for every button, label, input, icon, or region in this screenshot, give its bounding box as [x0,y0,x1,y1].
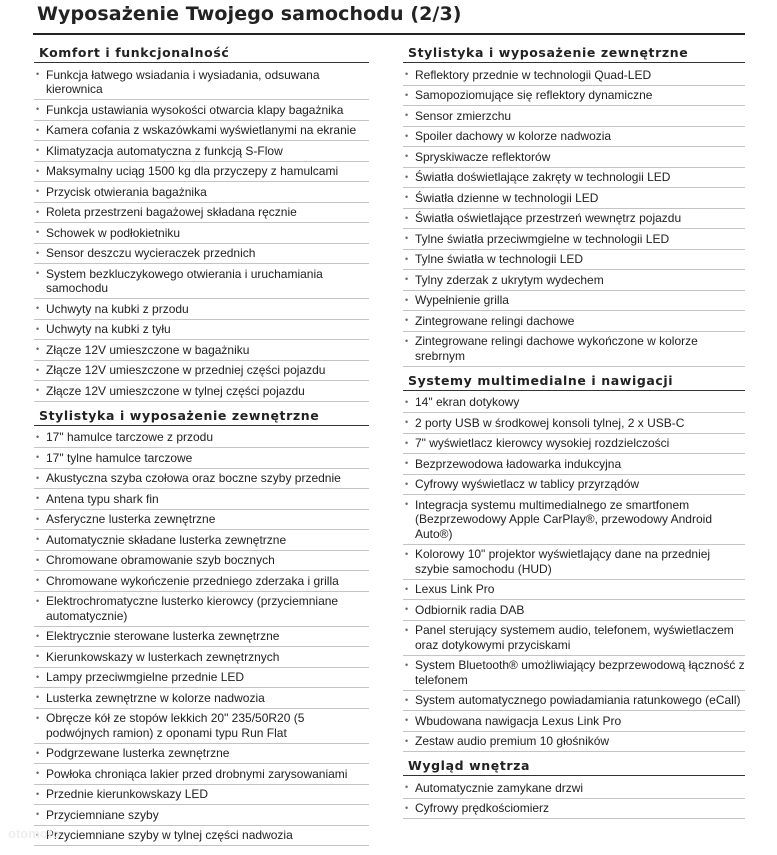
list-item: • Odbiornik radia DAB [403,600,745,621]
page-title: Wyposażenie Twojego samochodu (2/3) [37,3,462,25]
list-item: • Asferyczne lusterka zewnętrzne [34,510,369,531]
list-item: • Integracja systemu multimedialnego ze smartfonem (Bezprzewodowy Apple CarPlay®, przewodowy Android Auto®) [403,495,745,545]
right-column [403,45,745,819]
interior-list [403,778,745,819]
list-item: • Chromowane obramowanie szyb bocznych [34,551,369,572]
list-item: • Uchwyty na kubki z przodu [34,299,369,320]
multimedia-list [403,393,745,753]
section-exterior-left [34,408,369,847]
list-item: • Sensor deszczu wycieraczek przednich [34,244,369,265]
section-comfort [34,45,369,402]
list-item: • Uchwyty na kubki z tyłu [34,320,369,341]
section-title-comfort: Komfort i funkcjonalność [34,45,369,63]
list-item: • Lampy przeciwmgielne przednie LED [34,668,369,689]
list-item: • Schowek w podłokietniku [34,223,369,244]
list-item: • Powłoka chroniąca lakier przed drobnymi zarysowaniami [34,764,369,785]
list-item: • Samopoziomujące się reflektory dynamiczne [403,86,745,107]
list-item: • Przyciemniane szyby w tylnej części nadwozia [34,826,369,847]
list-item: • Tylne światła przeciwmgielne w technologii LED [403,229,745,250]
list-item: • Kamera cofania z wskazówkami wyświetlanymi na ekranie [34,121,369,142]
list-item: • Kierunkowskazy w lusterkach zewnętrznych [34,647,369,668]
list-item: • Kolorowy 10" projektor wyświetlający dane na przedniej szybie samochodu (HUD) [403,545,745,580]
list-item: • 7" wyświetlacz kierowcy wysokiej rozdzielczości [403,434,745,455]
list-item: • Lexus Link Pro [403,580,745,601]
exterior-list-left [34,428,369,847]
comfort-list [34,65,369,402]
list-item: • Wbudowana nawigacja Lexus Link Pro [403,711,745,732]
list-item: • Światła doświetlające zakręty w technologii LED [403,168,745,189]
list-item: • Klimatyzacja automatyczna z funkcją S-Flow [34,141,369,162]
list-item: • Reflektory przednie w technologii Quad-LED [403,65,745,86]
list-item: • System Bluetooth® umożliwiający bezprzewodową łączność z telefonem [403,656,745,691]
list-item: • Sensor zmierzchu [403,106,745,127]
list-item: • Przycisk otwierania bagażnika [34,182,369,203]
list-item: • Tylny zderzak z ukrytym wydechem [403,270,745,291]
list-item: • System automatycznego powiadamiania ratunkowego (eCall) [403,691,745,712]
list-item: • Światła dzienne w technologii LED [403,188,745,209]
list-item: • Tylne światła w technologii LED [403,250,745,271]
list-item: • Funkcja ustawiania wysokości otwarcia klapy bagażnika [34,100,369,121]
list-item: • Wypełnienie grilla [403,291,745,312]
list-item: • Zintegrowane relingi dachowe wykończone w kolorze srebrnym [403,332,745,367]
section-title-multimedia: Systemy multimedialne i nawigacji [403,373,745,391]
list-item: • 17" tylne hamulce tarczowe [34,448,369,469]
list-item: • Światła oświetlające przestrzeń wewnętrz pojazdu [403,209,745,230]
left-column [34,45,369,846]
list-item: • Złącze 12V umieszczone w tylnej części pojazdu [34,381,369,402]
list-item: • Funkcja łatwego wsiadania i wysiadania, odsuwana kierownica [34,65,369,100]
list-item: • 14" ekran dotykowy [403,393,745,414]
list-item: • Przednie kierunkowskazy LED [34,785,369,806]
section-multimedia [403,373,745,753]
list-item: • System bezkluczykowego otwierania i uruchamiania samochodu [34,264,369,299]
list-item: • Podgrzewane lusterka zewnętrzne [34,744,369,765]
list-item: • Automatycznie zamykane drzwi [403,778,745,799]
section-title-exterior-continued: Stylistyka i wyposażenie zewnętrzne [403,45,745,63]
list-item: • Cyfrowy wyświetlacz w tablicy przyrządów [403,475,745,496]
list-item: • Bezprzewodowa ładowarka indukcyjna [403,454,745,475]
list-item: • Elektrycznie sterowane lusterka zewnętrzne [34,627,369,648]
list-item: • 2 porty USB w środkowej konsoli tylnej, 2 x USB-C [403,413,745,434]
list-item: • Spryskiwacze reflektorów [403,147,745,168]
list-item: • Zestaw audio premium 10 głośników [403,732,745,753]
list-item: • Elektrochromatyczne lusterko kierowcy (przyciemniane automatycznie) [34,592,369,627]
exterior-list-right [403,65,745,367]
list-item: • Automatycznie składane lusterka zewnętrzne [34,530,369,551]
list-item: • Zintegrowane relingi dachowe [403,311,745,332]
title-divider [33,33,745,35]
list-item: • Lusterka zewnętrzne w kolorze nadwozia [34,688,369,709]
list-item: • Przyciemniane szyby [34,805,369,826]
list-item: • Chromowane wykończenie przedniego zderzaka i grilla [34,571,369,592]
section-title-exterior: Stylistyka i wyposażenie zewnętrzne [34,408,369,426]
list-item: • Cyfrowy prędkościomierz [403,799,745,820]
list-item: • Maksymalny uciąg 1500 kg dla przyczepy z hamulcami [34,162,369,183]
section-interior [403,758,745,819]
list-item: • Panel sterujący systemem audio, telefonem, wyświetlaczem oraz dotykowymi przyciskami [403,621,745,656]
section-title-interior: Wygląd wnętrza [403,758,745,776]
section-exterior-right [403,45,745,367]
list-item: • 17" hamulce tarczowe z przodu [34,428,369,449]
list-item: • Obręcze kół ze stopów lekkich 20" 235/50R20 (5 podwójnych ramion) z oponami typu Run Flat [34,709,369,744]
list-item: • Spoiler dachowy w kolorze nadwozia [403,127,745,148]
list-item: • Antena typu shark fin [34,489,369,510]
list-item: • Roleta przestrzeni bagażowej składana ręcznie [34,203,369,224]
list-item: • Akustyczna szyba czołowa oraz boczne szyby przednie [34,469,369,490]
list-item: • Złącze 12V umieszczone w przedniej części pojazdu [34,361,369,382]
list-item: • Złącze 12V umieszczone w bagażniku [34,340,369,361]
watermark-logo: otomoto [8,826,60,841]
